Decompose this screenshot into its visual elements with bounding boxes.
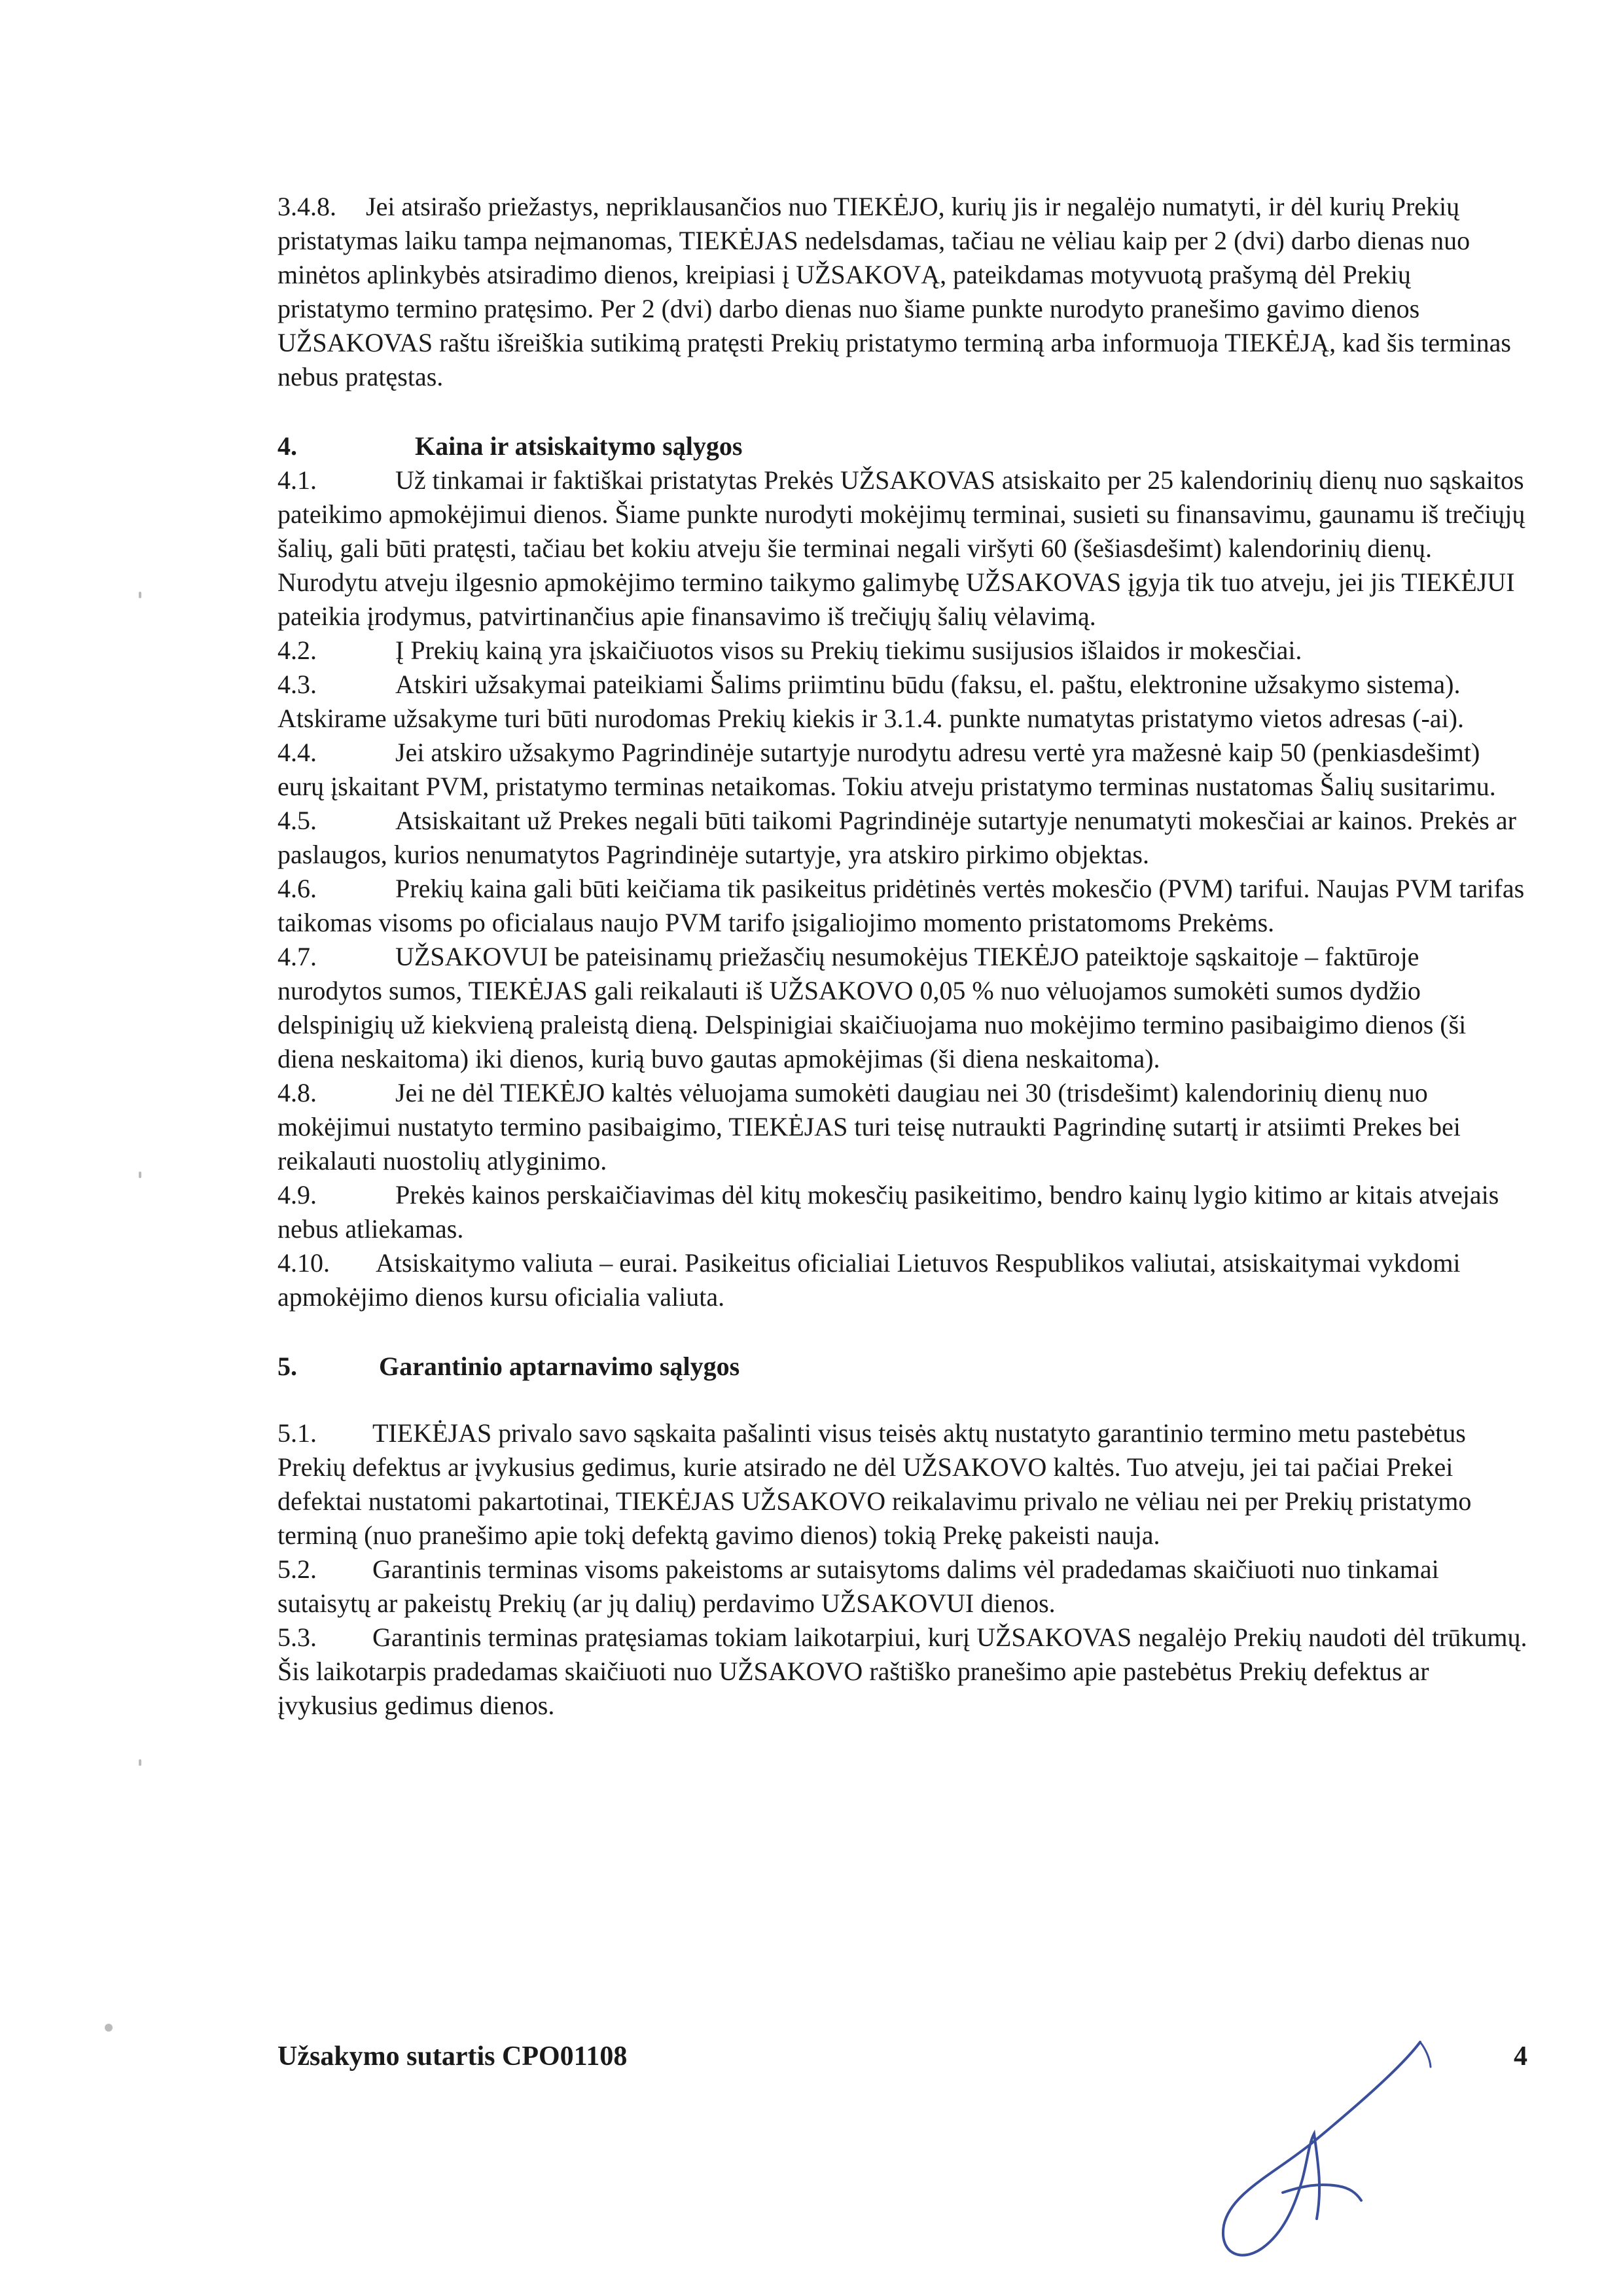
- clause-number: 4.2.: [277, 636, 317, 665]
- clause-4-2: [277, 634, 1527, 668]
- clause-4-3: [277, 668, 1527, 736]
- scan-speck: [139, 592, 141, 598]
- spacer: [277, 1314, 1527, 1350]
- scan-speck: [105, 2024, 113, 2032]
- clause-number: 4.9.: [277, 1180, 317, 1210]
- spacer: [277, 394, 1527, 429]
- clause-text: Už tinkamai ir faktiškai pristatytas Prekės UŽSAKOVAS atsiskaito per 25 kalendorinių dienų nuo sąskaitos pateikimo apmokėjimui dienos. Šiame punkte nurodyti mokėjimų terminai, susieti su finansavimu, gaunamu iš trečiųjų šalių, gali būti pratęsti, tačiau bet kokiu atveju šie terminai negali viršyti 60 (šešiasdešimt) kalendorinių dienų. Nurodytu atveju ilgesnio apmokėjimo termino taikymo galimybę UŽSAKOVAS įgyja tik tuo atveju, jei jis TIEKĖJUI pateikia įrodymus, patvirtinančius apie finansavimo iš trečiųjų šalių vėlavimą.: [277, 465, 1525, 631]
- clause-text: Garantinis terminas pratęsiamas tokiam laikotarpiui, kurį UŽSAKOVAS negalėjo Prekių naudoti dėl trūkumų. Šis laikotarpis pradedamas skaičiuoti nuo UŽSAKOVO raštiško pranešimo apie pastebėtus Prekių defektus ar įvykusius gedimus dienos.: [277, 1623, 1527, 1720]
- page-number: 4: [1514, 2041, 1527, 2072]
- clause-number: 4.3.: [277, 670, 317, 699]
- clause-text: TIEKĖJAS privalo savo sąskaita pašalinti visus teisės aktų nustatyto garantinio termino metu pastebėtus Prekių defektus ar įvykusius gedimus, kurie atsirado ne dėl UŽSAKOVO kaltės. Tuo atveju, jei tai pačiai Prekei defektai nustatomi pakartotinai, TIEKĖJAS UŽSAKOVO reikalavimu privalo ne vėliau nei per Prekių pristatymo terminą (nuo pranešimo apie tokį defektą gavimo dienos) tokią Prekę pakeisti nauja.: [277, 1418, 1472, 1550]
- clause-number: 3.4.8.: [277, 192, 336, 221]
- clause-number: 5.1.: [277, 1418, 317, 1448]
- clause-text: Į Prekių kainą yra įskaičiuotos visos su Prekių tiekimu susijusios išlaidos ir mokesčiai.: [395, 636, 1302, 665]
- clause-4-5: [277, 804, 1527, 872]
- clause-5-2: [277, 1552, 1527, 1621]
- section-title: Garantinio aptarnavimo sąlygos: [379, 1352, 740, 1381]
- section-5-heading: [277, 1350, 1527, 1384]
- section-title: Kaina ir atsiskaitymo sąlygos: [415, 431, 743, 461]
- clause-number: 4.5.: [277, 806, 317, 835]
- clause-text: Prekių kaina gali būti keičiama tik pasikeitus pridėtinės vertės mokesčio (PVM) tarifui. Naujas PVM tarifas taikomas visoms po oficialaus naujo PVM tarifo įsigaliojimo momento pristatomoms Prekėms.: [277, 874, 1525, 937]
- clause-text: UŽSAKOVUI be pateisinamų priežasčių nesumokėjus TIEKĖJO pateiktoje sąskaitoje – faktūroje nurodytos sumos, TIEKĖJAS gali reikalauti iš UŽSAKOVO 0,05 % nuo vėluojamos sumokėti sumos dydžio delspinigių už kiekvieną praleistą dieną. Delspinigiai skaičiuojama nuo mokėjimo termino pasibaigimo dienos (ši diena neskaitoma) iki dienos, kurią buvo gautas apmokėjimas (ši diena neskaitoma).: [277, 942, 1467, 1073]
- clause-number: 4.7.: [277, 942, 317, 971]
- clause-3-4-8: [277, 190, 1527, 394]
- clause-4-8: [277, 1076, 1527, 1178]
- clause-4-10: [277, 1246, 1527, 1314]
- clause-number: 4.1.: [277, 465, 317, 495]
- clause-4-7: [277, 940, 1527, 1076]
- clause-5-3: [277, 1621, 1527, 1723]
- clause-number: 4.8.: [277, 1078, 317, 1107]
- scan-speck: [139, 1759, 141, 1766]
- clause-5-1: [277, 1416, 1527, 1552]
- clause-number: 4.4.: [277, 738, 317, 767]
- clause-text: Atsiskaitant už Prekes negali būti taikomi Pagrindinėje sutartyje nenumatyti mokesčiai ar kainos. Prekės ar paslaugos, kurios nenumatytos Pagrindinėje sutartyje, yra atskiro pirkimo objektas.: [277, 806, 1516, 869]
- clause-text: Jei atsirašo priežastys, nepriklausančios nuo TIEKĖJO, kurių jis ir negalėjo numatyti, ir dėl kurių Prekių pristatymas laiku tampa neįmanomas, TIEKĖJAS nedelsdamas, tačiau ne vėliau kaip per 2 (dvi) darbo dienas nuo minėtos aplinkybės atsiradimo dienos, kreipiasi į UŽSAKOVĄ, pateikdamas motyvuotą prašymą dėl Prekių pristatymo termino pratęsimo. Per 2 (dvi) darbo dienas nuo šiame punkte nurodyto pranešimo gavimo dienos UŽSAKOVAS raštu išreiškia sutikimą pratęsti Prekių pristatymo terminą arba informuoja TIEKĖJĄ, kad šis terminas nebus pratęstas.: [277, 192, 1511, 391]
- section-number: 4.: [277, 431, 297, 461]
- clause-number: 5.2.: [277, 1554, 317, 1584]
- clause-text: Atsiskaitymo valiuta – eurai. Pasikeitus oficialiai Lietuvos Respublikos valiutai, atsiskaitymai vykdomi apmokėjimo dienos kursu oficialia valiuta.: [277, 1248, 1461, 1312]
- clause-text: Jei ne dėl TIEKĖJO kaltės vėluojama sumokėti daugiau nei 30 (trisdešimt) kalendorinių dienų nuo mokėjimui nustatyto termino pasibaigimo, TIEKĖJAS turi teisę nutraukti Pagrindinę sutartį ir atsiimti Prekes bei reikalauti nuostolių atlyginimo.: [277, 1078, 1461, 1175]
- scan-speck: [139, 1172, 141, 1178]
- clause-4-1: [277, 463, 1527, 634]
- clause-text: Jei atskiro užsakymo Pagrindinėje sutartyje nurodytu adresu vertė yra mažesnė kaip 50 (penkiasdešimt) eurų įskaitant PVM, pristatymo terminas netaikomas. Tokiu atveju pristatymo terminas nustatomas Šalių susitarimu.: [277, 738, 1496, 801]
- clause-number: 4.10.: [277, 1248, 330, 1278]
- section-4-heading: [277, 429, 1527, 463]
- clause-text: Prekės kainos perskaičiavimas dėl kitų mokesčių pasikeitimo, bendro kainų lygio kitimo ar kitais atvejais nebus atliekamas.: [277, 1180, 1499, 1244]
- clause-4-9: [277, 1178, 1527, 1246]
- clause-number: 5.3.: [277, 1623, 317, 1652]
- clause-text: Garantinis terminas visoms pakeistoms ar sutaisytoms dalims vėl pradedamas skaičiuoti nuo tinkamai sutaisytų ar pakeistų Prekių (ar jų dalių) perdavimo UŽSAKOVUI dienos.: [277, 1554, 1439, 1618]
- footer-contract-title: Užsakymo sutartis CPO01108: [277, 2041, 628, 2072]
- clause-number: 4.6.: [277, 874, 317, 903]
- clause-4-6: [277, 872, 1527, 940]
- handwritten-signature: [1204, 2029, 1453, 2271]
- document-body: [277, 190, 1527, 1723]
- clause-text: Atskiri užsakymai pateikiami Šalims priimtinu būdu (faksu, el. paštu, elektronine užsakymo sistema). Atskirame užsakyme turi būti nurodomas Prekių kiekis ir 3.1.4. punkte numatytas pristatymo vietos adresas (-ai).: [277, 670, 1464, 733]
- section-number: 5.: [277, 1352, 297, 1381]
- clause-4-4: [277, 736, 1527, 804]
- spacer: [277, 1384, 1527, 1416]
